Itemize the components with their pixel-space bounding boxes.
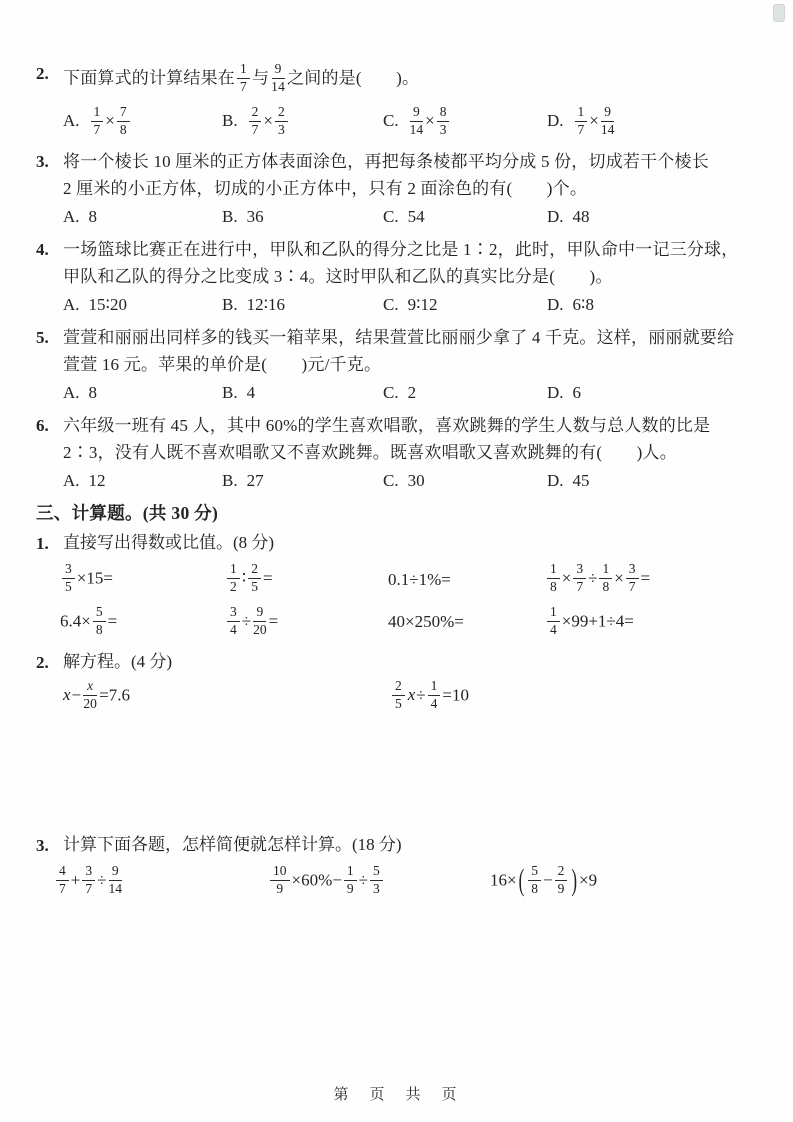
question-body	[63, 148, 759, 230]
question-stem-line: 萱萱和丽丽出同样多的钱买一箱苹果，结果萱萱比丽丽少拿了 4 千克。这样，丽丽就要给	[63, 328, 735, 348]
question-stem-line: 一场篮球比赛正在进行中，甲队和乙队的得分之比是 1∶2，此时，甲队命中一记三分球，	[63, 240, 739, 260]
equations-row	[62, 677, 759, 713]
fraction: $\frac{10}{9}$	[270, 864, 290, 897]
question-5	[36, 324, 759, 406]
option-c	[383, 103, 547, 139]
option-c	[383, 380, 547, 406]
option-value: $\frac{9}{14}$ × $\frac{8}{3}$	[408, 111, 452, 130]
subquestion-3-label	[36, 832, 759, 859]
option-value: 6	[572, 383, 582, 403]
calc-row-2	[60, 606, 759, 639]
fraction: $\frac{1}{4}$	[428, 679, 441, 712]
option-label: C.	[383, 383, 399, 403]
calc-expression: $\frac{1}{4}$ ×99+1÷4=	[545, 606, 759, 639]
option-d	[547, 468, 759, 494]
fraction: $\frac{2}{5}$	[392, 679, 405, 712]
variable-x: x	[63, 685, 71, 704]
option-value: 36	[246, 207, 264, 227]
option-value: 12∶16	[246, 295, 286, 315]
subquestion-number: 2.	[36, 652, 49, 672]
fraction: $\frac{1}{7}$	[91, 105, 104, 138]
fraction: $\frac{2}{3}$	[275, 105, 288, 138]
question-body	[63, 412, 759, 494]
option-value: 8	[88, 383, 98, 403]
option-value: 54	[407, 207, 425, 227]
section-title: 三、计算题。(共 30 分)	[36, 503, 219, 524]
fraction: $\frac{7}{8}$	[117, 105, 130, 138]
fraction: $\frac{3}{4}$	[227, 605, 240, 638]
option-label: B.	[222, 471, 238, 491]
option-label: D.	[547, 295, 564, 315]
option-d	[547, 103, 759, 139]
option-value: 15∶20	[88, 295, 127, 315]
subquestion-2-label	[36, 649, 759, 676]
option-label: A.	[63, 110, 80, 130]
options-row	[63, 204, 759, 230]
fraction: $\frac{9}{14}$	[271, 61, 286, 94]
work-space	[36, 712, 759, 828]
option-label: D.	[547, 110, 564, 130]
fraction: $\frac{5}{8}$	[93, 605, 106, 638]
option-a	[63, 468, 222, 494]
option-label: B.	[222, 295, 238, 315]
option-label: B.	[222, 110, 238, 130]
fraction: $\frac{1}{8}$	[599, 562, 612, 595]
calc-expression: $\frac{3}{5}$ ×15=	[60, 563, 225, 596]
subquestion-number: 1.	[36, 534, 49, 554]
option-a	[63, 292, 222, 318]
option-label: C.	[383, 207, 399, 227]
equation: x− $\frac{x}{20}$ =7.6	[63, 677, 130, 711]
fraction: $\frac{9}{14}$	[409, 103, 424, 137]
option-b	[222, 103, 383, 139]
option-value: 30	[407, 471, 425, 491]
subquestion-1-label	[36, 530, 759, 557]
subquestion-title: 计算下面各题，怎样简便就怎样计算。(18 分)	[63, 835, 402, 855]
option-label: D.	[547, 383, 564, 403]
question-body	[63, 324, 759, 406]
option-value: 48	[572, 207, 590, 227]
option-b	[222, 204, 383, 230]
question-number: 5.	[36, 328, 49, 348]
options-row	[63, 380, 759, 406]
question-stem-line: 甲队和乙队的得分之比变成 3∶4。这时甲队和乙队的真实比分是( )。	[63, 267, 613, 287]
question-stem-line: 2∶3，没有人既不喜欢唱歌又不喜欢跳舞。既喜欢唱歌又喜欢跳舞的有( )人。	[63, 443, 677, 463]
question-stem-line: 将一个棱长 10 厘米的正方体表面涂色，再把每条棱都平均分成 5 份，切成若干个棱长	[63, 152, 709, 172]
option-value: 45	[572, 471, 590, 491]
option-d	[547, 204, 759, 230]
option-label: D.	[547, 207, 564, 227]
option-a	[63, 380, 222, 406]
option-value: 27	[246, 471, 264, 491]
page-content	[36, 60, 759, 938]
option-value: 12	[88, 471, 106, 491]
question-stem-line: 2 厘米的小正方体，切成的小正方体中，只有 2 面涂色的有( )个。	[63, 179, 588, 199]
fraction: $\frac{5}{3}$	[370, 864, 383, 897]
big-paren: )	[571, 862, 578, 897]
fraction: $\frac{4}{7}$	[56, 864, 69, 897]
option-label: B.	[222, 383, 238, 403]
option-c	[383, 292, 547, 318]
option-value: 4	[246, 383, 256, 403]
fraction: $\frac{3}{7}$	[82, 864, 95, 897]
fraction: $\frac{8}{3}$	[437, 105, 450, 138]
option-label: C.	[383, 471, 399, 491]
question-stem-line: 萱萱 16 元。苹果的单价是( )元/千克。	[63, 355, 382, 375]
option-value: $\frac{2}{7}$ × $\frac{2}{3}$	[247, 111, 290, 130]
expressions-row	[54, 862, 759, 898]
fraction: $\frac{1}{7}$	[237, 62, 250, 95]
option-value: 9∶12	[407, 295, 438, 315]
fraction: $\frac{1}{8}$	[547, 562, 560, 595]
option-label: C.	[383, 295, 399, 315]
expression: $\frac{4}{7}$ + $\frac{3}{7}$ ÷ $\frac{9}{14}$	[54, 865, 268, 898]
fraction: $\frac{9}{20}$	[253, 604, 267, 637]
question-2	[36, 60, 759, 142]
question-stem: 下面算式的计算结果在 $\frac{1}{7}$ 与 $\frac{9}{14}$ 之间的是( )。	[63, 61, 420, 94]
question-6	[36, 412, 759, 494]
option-label: B.	[222, 207, 238, 227]
question-stem-line: 六年级一班有 45 人，其中 60%的学生喜欢唱歌，喜欢跳舞的学生人数与总人数的比是	[63, 416, 711, 436]
question-4	[36, 236, 759, 318]
option-d	[547, 380, 759, 406]
fraction: $\frac{2}{5}$	[248, 562, 261, 595]
option-b	[222, 468, 383, 494]
option-a	[63, 103, 222, 139]
fraction: $\frac{9}{14}$	[600, 103, 615, 137]
fraction: $\frac{5}{8}$	[528, 864, 541, 897]
option-label: A.	[63, 207, 80, 227]
calc-expression: 40×250%=	[388, 612, 464, 632]
option-a	[63, 204, 222, 230]
scrollbar-thumb[interactable]	[773, 4, 785, 22]
calc-expression: $\frac{3}{4}$ ÷ $\frac{9}{20}$ =	[225, 606, 388, 639]
options-row	[63, 468, 759, 494]
option-b	[222, 380, 383, 406]
question-number: 3.	[36, 152, 49, 172]
option-value: 6∶8	[572, 295, 594, 315]
subquestion-title: 解方程。(4 分)	[63, 651, 173, 671]
subquestion-title: 直接写出得数或比值。(8 分)	[63, 533, 275, 553]
options-row	[63, 292, 759, 318]
calc-expression: $\frac{1}{2}$ ∶ $\frac{2}{5}$ =	[225, 563, 388, 596]
work-space	[36, 898, 759, 938]
fraction: $\frac{3}{7}$	[626, 562, 639, 595]
option-label: A.	[63, 383, 80, 403]
question-number: 4.	[36, 240, 49, 260]
option-value: $\frac{1}{7}$ × $\frac{7}{8}$	[89, 111, 132, 130]
option-b	[222, 292, 383, 318]
calc-expression: $\frac{1}{8}$ × $\frac{3}{7}$ ÷ $\frac{1}{8}$ × $\frac{3}{7}$ =	[545, 563, 759, 596]
option-value: 8	[88, 207, 98, 227]
question-number: 6.	[36, 416, 49, 436]
question-body	[63, 60, 759, 142]
variable-x: x	[407, 685, 416, 704]
page-footer: 第 页 共 页	[333, 1087, 460, 1103]
question-body	[63, 236, 759, 318]
option-label: A.	[63, 295, 80, 315]
question-3	[36, 148, 759, 230]
big-paren: (	[518, 862, 525, 897]
option-value: $\frac{1}{7}$ × $\frac{9}{14}$	[573, 111, 617, 130]
calc-expression: 0.1÷1%=	[388, 569, 451, 589]
option-value: 2	[407, 383, 417, 403]
option-c	[383, 204, 547, 230]
fraction: $\frac{3}{7}$	[573, 562, 586, 595]
option-d	[547, 292, 759, 318]
fraction: $\frac{1}{2}$	[227, 562, 240, 595]
fraction: $\frac{1}{7}$	[575, 105, 588, 138]
fraction: $\frac{9}{14}$	[108, 863, 122, 897]
calc-expression: 6.4× $\frac{5}{8}$ =	[60, 604, 118, 637]
fraction: $\frac{3}{5}$	[62, 562, 75, 595]
expression: 16× ( $\frac{5}{8}$ − $\frac{2}{9}$ ) ×9	[490, 862, 598, 897]
option-label: A.	[63, 471, 80, 491]
calc-row-1	[60, 563, 759, 596]
fraction: $\frac{2}{9}$	[555, 864, 568, 897]
option-c	[383, 468, 547, 494]
fraction: $\frac{x}{20}$	[83, 677, 97, 711]
subquestion-number: 3.	[36, 836, 49, 856]
options-row	[63, 104, 759, 143]
option-label: C.	[383, 110, 399, 130]
question-number: 2.	[36, 64, 49, 83]
fraction: $\frac{1}{4}$	[547, 605, 560, 638]
expression: $\frac{10}{9}$ ×60%− $\frac{1}{9}$ ÷ $\frac{5}{3}$	[268, 865, 490, 898]
equation: $\frac{2}{5}$ x÷ $\frac{1}{4}$ =10	[390, 680, 759, 713]
fraction: $\frac{2}{7}$	[249, 105, 262, 138]
option-label: D.	[547, 471, 564, 491]
fraction: $\frac{1}{9}$	[344, 864, 357, 897]
